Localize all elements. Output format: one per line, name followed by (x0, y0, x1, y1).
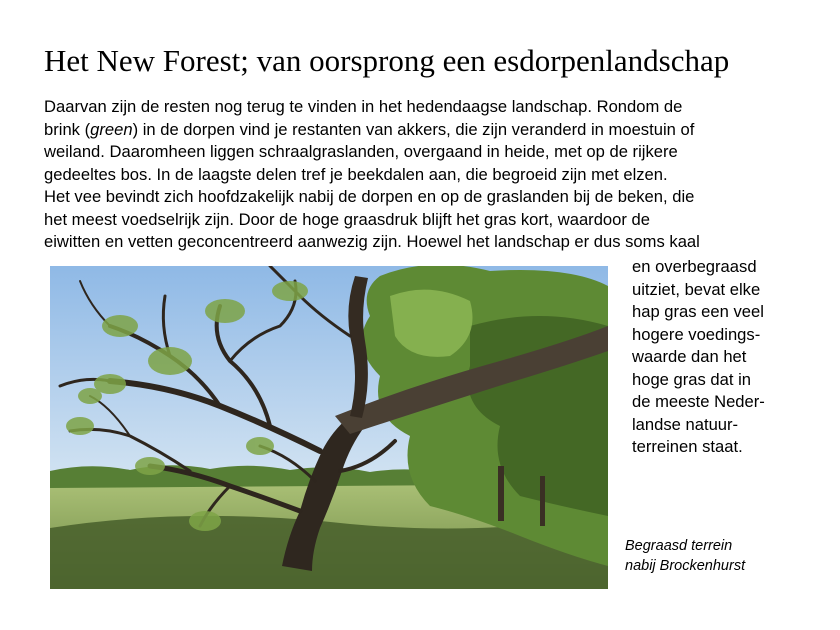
caption-line: Begraasd terrein (625, 538, 733, 554)
paragraph-line (44, 164, 804, 187)
side-paragraph (632, 256, 822, 459)
paragraph-line (44, 119, 804, 142)
text-segment: het meest voedselrijk zijn. Door de hoge graasdruk blijft het gras kort, waardoor de (44, 209, 650, 229)
paragraph-line: waarde dan het (632, 347, 747, 366)
paragraph-line (44, 231, 804, 254)
caption-line: nabij Brockenhurst (625, 558, 746, 574)
photo-caption (625, 536, 825, 576)
emphasis-term: green (90, 119, 133, 139)
text-segment: gedeeltes bos. In de laagste delen tref je beekdalen aan, die begroeid zijn met elzen. (44, 164, 668, 184)
paragraph-line: hap gras een veel (632, 302, 764, 321)
landscape-photo (50, 266, 608, 589)
paragraph-line: hogere voedings- (632, 324, 761, 344)
paragraph-line: uitziet, bevat elke (632, 279, 761, 299)
text-segment: ) in de dorpen vind je restanten van akkers, die zijn veranderd in moestuin of (132, 119, 695, 139)
far-tree-trunk (498, 466, 504, 521)
intro-paragraph (44, 96, 804, 254)
paragraph-line (44, 141, 804, 164)
paragraph-line: de meeste Neder- (632, 392, 765, 411)
paragraph-line: landse natuur- (632, 414, 739, 434)
page-title: Het New Forest; van oorsprong een esdorpenlandschap (44, 43, 730, 78)
text-segment: eiwitten en vetten geconcentreerd aanwezig zijn. Hoewel het landschap er dus soms kaal (44, 232, 700, 251)
paragraph-line (44, 96, 804, 119)
oak-tree-illustration (50, 266, 608, 589)
text-segment: Het vee bevindt zich hoofdzakelijk nabij de dorpen en op de graslanden bij de beken, die (44, 187, 695, 206)
paragraph-line (44, 209, 804, 232)
paragraph-line: hoge gras dat in (632, 369, 752, 389)
paragraph-line (44, 186, 804, 209)
text-segment: Daarvan zijn de resten nog terug te vinden in het hedendaagse landschap. Rondom de (44, 97, 683, 116)
paragraph-line: en overbegraasd (632, 257, 757, 276)
text-segment: weiland. Daaromheen liggen schraalgraslanden, overgaand in heide, met op de rijkere (44, 142, 678, 161)
far-tree-trunk (540, 476, 545, 526)
paragraph-line: terreinen staat. (632, 437, 743, 456)
text-segment: brink ( (44, 119, 91, 139)
